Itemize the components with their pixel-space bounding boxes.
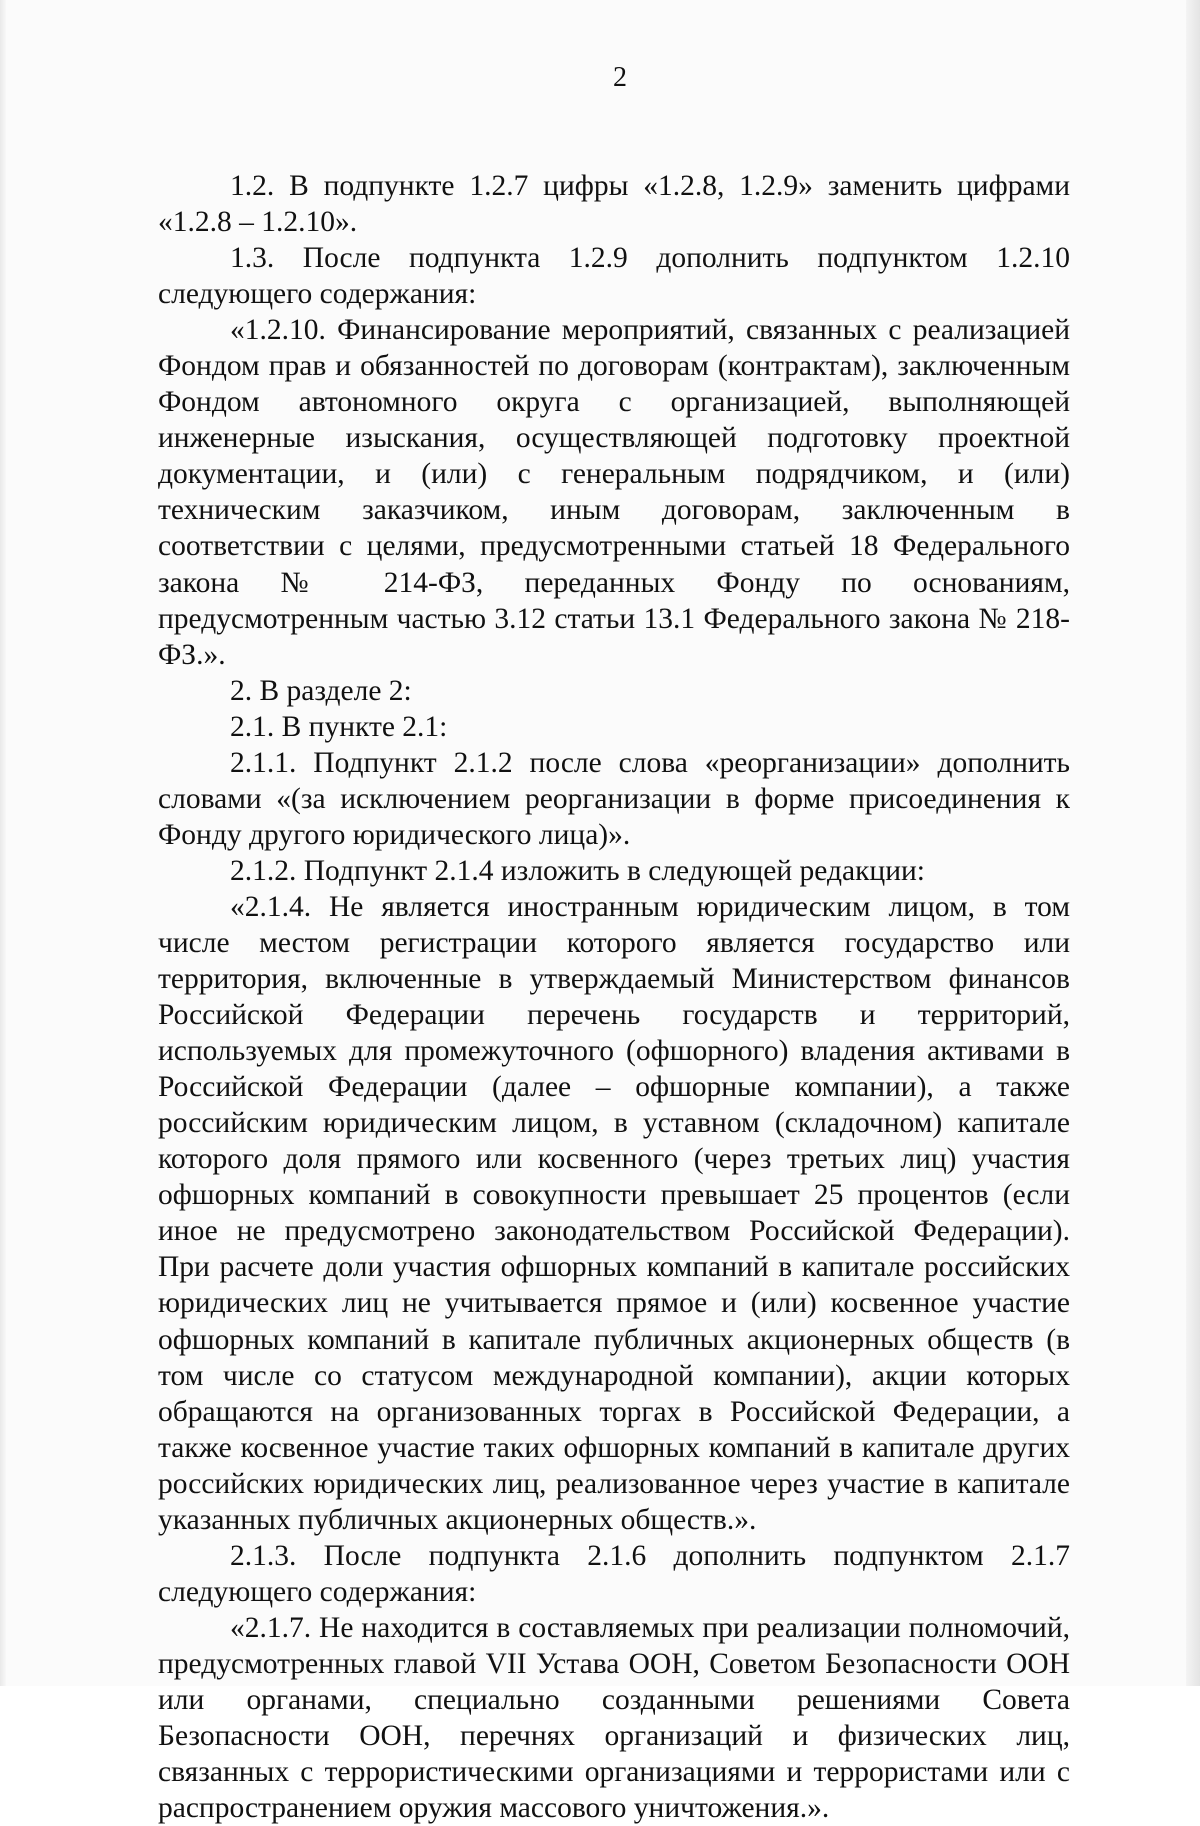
- paragraph-2-1-7-quote: «2.1.7. Не находится в составляемых при реализации полномочий, предусмотренных главой VII Устава ООН, Советом Безопасности ООН или органами, специально созданными решениями Совета Безопасности ООН, перечнях организаций и физических лиц, связанных с террористическими организациями и террористами или с распространением оружия массового уничтожения.».: [158, 1611, 1070, 1825]
- paragraph-1-2-10-quote: «1.2.10. Финансирование мероприятий, связанных с реализацией Фондом прав и обязанностей по договорам (контрактам), заключенным Фондом автономного округа с организацией, выполняющей инженерные изыскания, осуществляющей подготовку проектной документации, и (или) с генеральным подрядчиком, и (или) техническим заказчиком, иным договорам, заключенным в соответствии с целями, предусмотренными статьей 18 Федерального закона № 214-ФЗ, переданных Фонду по основаниям, предусмотренным частью 3.12 статьи 13.1 Федерального закона № 218-ФЗ.».: [158, 314, 1070, 671]
- document-body: [158, 168, 1070, 1826]
- page-number: 2: [613, 62, 627, 93]
- scan-edge-right: [1186, 0, 1200, 1686]
- paragraph-2-1-2: 2.1.2. Подпункт 2.1.4 изложить в следующей редакции:: [230, 854, 925, 887]
- paragraph-2-1-3: 2.1.3. После подпункта 2.1.6 дополнить подпунктом 2.1.7 следующего содержания:: [158, 1539, 1070, 1608]
- paragraph-2: 2. В разделе 2:: [230, 674, 412, 707]
- paragraph-1-2: 1.2. В подпункте 1.2.7 цифры «1.2.8, 1.2.9» заменить цифрами «1.2.8 – 1.2.10».: [158, 170, 1070, 239]
- paragraph-2-1-4-quote: «2.1.4. Не является иностранным юридическим лицом, в том числе местом регистрации которого является государство или территория, включенные в утверждаемый Министерством финансов Российской Федерации перечень государств и территорий, используемых для промежуточного (офшорного) владения активами в Российской Федерации (далее – офшорные компании), а также российским юридическим лицом, в уставном (складочном) капитале которого доля прямого или косвенного (через третьих лиц) участия офшорных компаний в совокупности превышает 25 процентов (если иное не предусмотрено законодательством Российской Федерации). При расчете доли участия офшорных компаний в капитале российских юридических лиц не учитывается прямое и (или) косвенное участие офшорных компаний в капитале публичных акционерных обществ (в том числе со статусом международной компании), акции которых обращаются на организованных торгах в Российской Федерации, а также косвенное участие таких офшорных компаний в капитале других российских юридических лиц, реализованное через участие в капитале указанных публичных акционерных обществ.».: [158, 890, 1070, 1536]
- paragraph-1-3: 1.3. После подпункта 1.2.9 дополнить подпунктом 1.2.10 следующего содержания:: [158, 242, 1070, 311]
- scan-edge-left: [0, 0, 6, 1686]
- paragraph-2-1: 2.1. В пункте 2.1:: [230, 710, 448, 743]
- paragraph-2-1-1: 2.1.1. Подпункт 2.1.2 после слова «реорганизации» дополнить словами «(за исключением реорганизации в форме присоединения к Фонду другого юридического лица)».: [158, 746, 1070, 851]
